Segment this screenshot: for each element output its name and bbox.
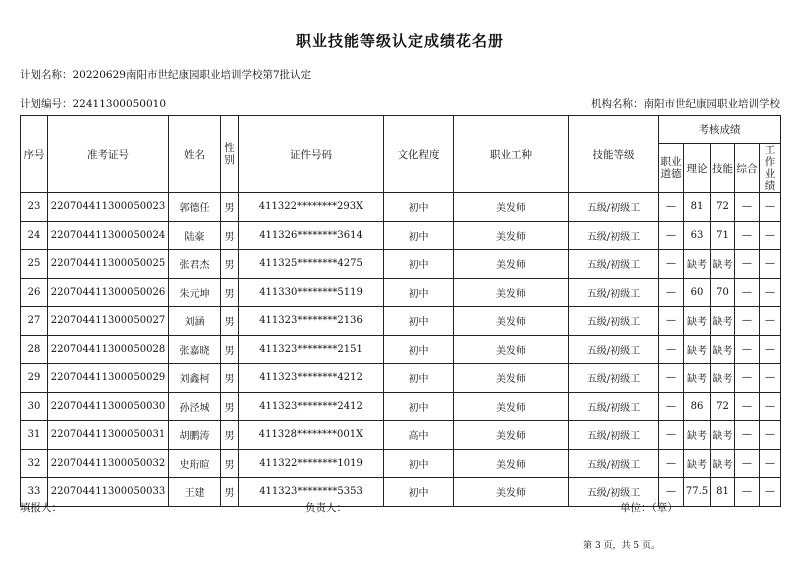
responsible-label: 负责人： bbox=[305, 502, 347, 514]
cell-education: 初中 bbox=[384, 250, 454, 279]
cell-ethics: — bbox=[659, 478, 684, 507]
cell-name: 胡鹏涛 bbox=[169, 421, 221, 450]
cell-education: 初中 bbox=[384, 449, 454, 478]
cell-work: — bbox=[760, 278, 781, 307]
cell-seq: 26 bbox=[21, 278, 48, 307]
cell-name: 史珩暄 bbox=[169, 449, 221, 478]
header-exam-scores: 考核成绩 bbox=[659, 116, 781, 144]
table-row bbox=[21, 307, 781, 336]
cell-name: 张嘉晓 bbox=[169, 335, 221, 364]
cell-gender: 男 bbox=[221, 364, 239, 393]
header-theory: 理论 bbox=[684, 144, 711, 193]
cell-gender: 男 bbox=[221, 449, 239, 478]
cell-ticket: 220704411300050023 bbox=[48, 193, 169, 222]
cell-gender: 男 bbox=[221, 421, 239, 450]
table-row bbox=[21, 335, 781, 364]
cell-seq: 28 bbox=[21, 335, 48, 364]
table-row bbox=[21, 449, 781, 478]
cell-ticket: 220704411300050029 bbox=[48, 364, 169, 393]
cell-ticket: 220704411300050031 bbox=[48, 421, 169, 450]
cell-theory: 缺考 bbox=[684, 335, 711, 364]
cell-gender: 男 bbox=[221, 250, 239, 279]
cell-id-number: 411322********293X bbox=[239, 193, 384, 222]
cell-level: 五级/初级工 bbox=[569, 221, 659, 250]
cell-ticket: 220704411300050027 bbox=[48, 307, 169, 336]
header-id-number: 证件号码 bbox=[239, 116, 384, 193]
table-row bbox=[21, 421, 781, 450]
cell-skill: 72 bbox=[711, 193, 735, 222]
cell-seq: 32 bbox=[21, 449, 48, 478]
table-row bbox=[21, 221, 781, 250]
cell-level: 五级/初级工 bbox=[569, 421, 659, 450]
cell-comprehensive: — bbox=[735, 278, 760, 307]
cell-work: — bbox=[760, 478, 781, 507]
cell-skill: 缺考 bbox=[711, 421, 735, 450]
cell-id-number: 411322********1019 bbox=[239, 449, 384, 478]
cell-id-number: 411325********4275 bbox=[239, 250, 384, 279]
cell-gender: 男 bbox=[221, 193, 239, 222]
cell-seq: 29 bbox=[21, 364, 48, 393]
cell-name: 刘鑫柯 bbox=[169, 364, 221, 393]
cell-occupation: 美发师 bbox=[454, 250, 569, 279]
header-name: 姓名 bbox=[169, 116, 221, 193]
cell-seq: 25 bbox=[21, 250, 48, 279]
header-ticket: 准考证号 bbox=[48, 116, 169, 193]
plan-name: 计划名称：20220629南阳市世纪康园职业培训学校第7批认定 bbox=[20, 69, 312, 81]
cell-comprehensive: — bbox=[735, 478, 760, 507]
cell-work: — bbox=[760, 335, 781, 364]
cell-ticket: 220704411300050028 bbox=[48, 335, 169, 364]
cell-work: — bbox=[760, 221, 781, 250]
cell-theory: 63 bbox=[684, 221, 711, 250]
cell-comprehensive: — bbox=[735, 449, 760, 478]
cell-work: — bbox=[760, 250, 781, 279]
header-row bbox=[21, 116, 781, 144]
cell-ticket: 220704411300050026 bbox=[48, 278, 169, 307]
cell-occupation: 美发师 bbox=[454, 364, 569, 393]
cell-work: — bbox=[760, 449, 781, 478]
cell-theory: 缺考 bbox=[684, 307, 711, 336]
cell-work: — bbox=[760, 193, 781, 222]
cell-gender: 男 bbox=[221, 221, 239, 250]
cell-work: — bbox=[760, 421, 781, 450]
cell-ticket: 220704411300050025 bbox=[48, 250, 169, 279]
cell-education: 初中 bbox=[384, 278, 454, 307]
cell-ticket: 220704411300050033 bbox=[48, 478, 169, 507]
cell-ethics: — bbox=[659, 364, 684, 393]
cell-occupation: 美发师 bbox=[454, 449, 569, 478]
cell-theory: 86 bbox=[684, 392, 711, 421]
cell-gender: 男 bbox=[221, 335, 239, 364]
roster-body bbox=[21, 193, 781, 507]
cell-name: 孙泾城 bbox=[169, 392, 221, 421]
header-comprehensive: 综合 bbox=[735, 144, 760, 193]
cell-education: 初中 bbox=[384, 307, 454, 336]
cell-ethics: — bbox=[659, 392, 684, 421]
header-level: 技能等级 bbox=[569, 116, 659, 193]
cell-level: 五级/初级工 bbox=[569, 250, 659, 279]
cell-theory: 60 bbox=[684, 278, 711, 307]
cell-work: — bbox=[760, 392, 781, 421]
header-work: 工作业绩 bbox=[760, 144, 781, 193]
cell-id-number: 411328********001X bbox=[239, 421, 384, 450]
cell-level: 五级/初级工 bbox=[569, 478, 659, 507]
cell-comprehensive: — bbox=[735, 250, 760, 279]
cell-work: — bbox=[760, 307, 781, 336]
cell-ethics: — bbox=[659, 307, 684, 336]
cell-education: 初中 bbox=[384, 193, 454, 222]
cell-occupation: 美发师 bbox=[454, 193, 569, 222]
cell-seq: 31 bbox=[21, 421, 48, 450]
cell-occupation: 美发师 bbox=[454, 421, 569, 450]
cell-id-number: 411323********2136 bbox=[239, 307, 384, 336]
cell-seq: 30 bbox=[21, 392, 48, 421]
cell-comprehensive: — bbox=[735, 335, 760, 364]
cell-theory: 缺考 bbox=[684, 250, 711, 279]
cell-level: 五级/初级工 bbox=[569, 307, 659, 336]
cell-education: 初中 bbox=[384, 364, 454, 393]
table-row bbox=[21, 278, 781, 307]
cell-occupation: 美发师 bbox=[454, 478, 569, 507]
cell-name: 王建 bbox=[169, 478, 221, 507]
cell-theory: 77.5 bbox=[684, 478, 711, 507]
cell-id-number: 411323********2412 bbox=[239, 392, 384, 421]
document-title: 职业技能等级认定成绩花名册 bbox=[295, 32, 504, 50]
cell-education: 高中 bbox=[384, 421, 454, 450]
header-occupation: 职业工种 bbox=[454, 116, 569, 193]
cell-theory: 81 bbox=[684, 193, 711, 222]
cell-name: 刘涵 bbox=[169, 307, 221, 336]
cell-occupation: 美发师 bbox=[454, 221, 569, 250]
cell-education: 初中 bbox=[384, 221, 454, 250]
cell-seq: 23 bbox=[21, 193, 48, 222]
cell-seq: 27 bbox=[21, 307, 48, 336]
cell-theory: 缺考 bbox=[684, 421, 711, 450]
cell-occupation: 美发师 bbox=[454, 278, 569, 307]
cell-ethics: — bbox=[659, 335, 684, 364]
cell-theory: 缺考 bbox=[684, 449, 711, 478]
cell-id-number: 411326********3614 bbox=[239, 221, 384, 250]
cell-level: 五级/初级工 bbox=[569, 335, 659, 364]
unit-stamp-label: 单位：（章） bbox=[620, 502, 678, 514]
cell-skill: 70 bbox=[711, 278, 735, 307]
cell-id-number: 411323********5353 bbox=[239, 478, 384, 507]
cell-education: 初中 bbox=[384, 392, 454, 421]
score-roster-table bbox=[20, 115, 781, 507]
cell-gender: 男 bbox=[221, 307, 239, 336]
header-skill: 技能 bbox=[711, 144, 735, 193]
cell-name: 朱元坤 bbox=[169, 278, 221, 307]
cell-skill: 缺考 bbox=[711, 364, 735, 393]
cell-ticket: 220704411300050030 bbox=[48, 392, 169, 421]
cell-ethics: — bbox=[659, 421, 684, 450]
cell-comprehensive: — bbox=[735, 193, 760, 222]
cell-gender: 男 bbox=[221, 278, 239, 307]
header-gender: 性别 bbox=[221, 116, 239, 193]
filler-label: 填报人： bbox=[20, 502, 62, 514]
cell-skill: 72 bbox=[711, 392, 735, 421]
cell-occupation: 美发师 bbox=[454, 335, 569, 364]
table-row bbox=[21, 250, 781, 279]
cell-comprehensive: — bbox=[735, 392, 760, 421]
cell-ticket: 220704411300050032 bbox=[48, 449, 169, 478]
cell-seq: 33 bbox=[21, 478, 48, 507]
cell-skill: 81 bbox=[711, 478, 735, 507]
header-education: 文化程度 bbox=[384, 116, 454, 193]
cell-name: 张君杰 bbox=[169, 250, 221, 279]
header-ethics: 职业道德 bbox=[659, 144, 684, 193]
organization-name: 机构名称：南阳市世纪康园职业培训学校 bbox=[591, 98, 780, 110]
cell-comprehensive: — bbox=[735, 221, 760, 250]
cell-education: 初中 bbox=[384, 478, 454, 507]
cell-work: — bbox=[760, 364, 781, 393]
cell-level: 五级/初级工 bbox=[569, 364, 659, 393]
cell-skill: 71 bbox=[711, 221, 735, 250]
cell-name: 郭德任 bbox=[169, 193, 221, 222]
table-row bbox=[21, 392, 781, 421]
cell-education: 初中 bbox=[384, 335, 454, 364]
cell-id-number: 411323********2151 bbox=[239, 335, 384, 364]
cell-skill: 缺考 bbox=[711, 335, 735, 364]
cell-ethics: — bbox=[659, 250, 684, 279]
cell-theory: 缺考 bbox=[684, 364, 711, 393]
cell-gender: 男 bbox=[221, 478, 239, 507]
cell-ethics: — bbox=[659, 193, 684, 222]
cell-level: 五级/初级工 bbox=[569, 449, 659, 478]
cell-occupation: 美发师 bbox=[454, 307, 569, 336]
cell-comprehensive: — bbox=[735, 421, 760, 450]
page-number: 第 3 页，共 5 页。 bbox=[583, 541, 660, 551]
header-seq: 序号 bbox=[21, 116, 48, 193]
cell-ethics: — bbox=[659, 221, 684, 250]
cell-skill: 缺考 bbox=[711, 307, 735, 336]
cell-level: 五级/初级工 bbox=[569, 392, 659, 421]
cell-id-number: 411330********5119 bbox=[239, 278, 384, 307]
cell-ethics: — bbox=[659, 278, 684, 307]
cell-id-number: 411323********4212 bbox=[239, 364, 384, 393]
cell-seq: 24 bbox=[21, 221, 48, 250]
cell-occupation: 美发师 bbox=[454, 392, 569, 421]
cell-gender: 男 bbox=[221, 392, 239, 421]
cell-skill: 缺考 bbox=[711, 449, 735, 478]
cell-level: 五级/初级工 bbox=[569, 278, 659, 307]
plan-number: 计划编号：22411300050010 bbox=[20, 98, 167, 110]
table-row bbox=[21, 364, 781, 393]
cell-skill: 缺考 bbox=[711, 250, 735, 279]
cell-ticket: 220704411300050024 bbox=[48, 221, 169, 250]
cell-comprehensive: — bbox=[735, 307, 760, 336]
cell-comprehensive: — bbox=[735, 364, 760, 393]
table-row bbox=[21, 193, 781, 222]
cell-ethics: — bbox=[659, 449, 684, 478]
cell-level: 五级/初级工 bbox=[569, 193, 659, 222]
cell-name: 陆豪 bbox=[169, 221, 221, 250]
